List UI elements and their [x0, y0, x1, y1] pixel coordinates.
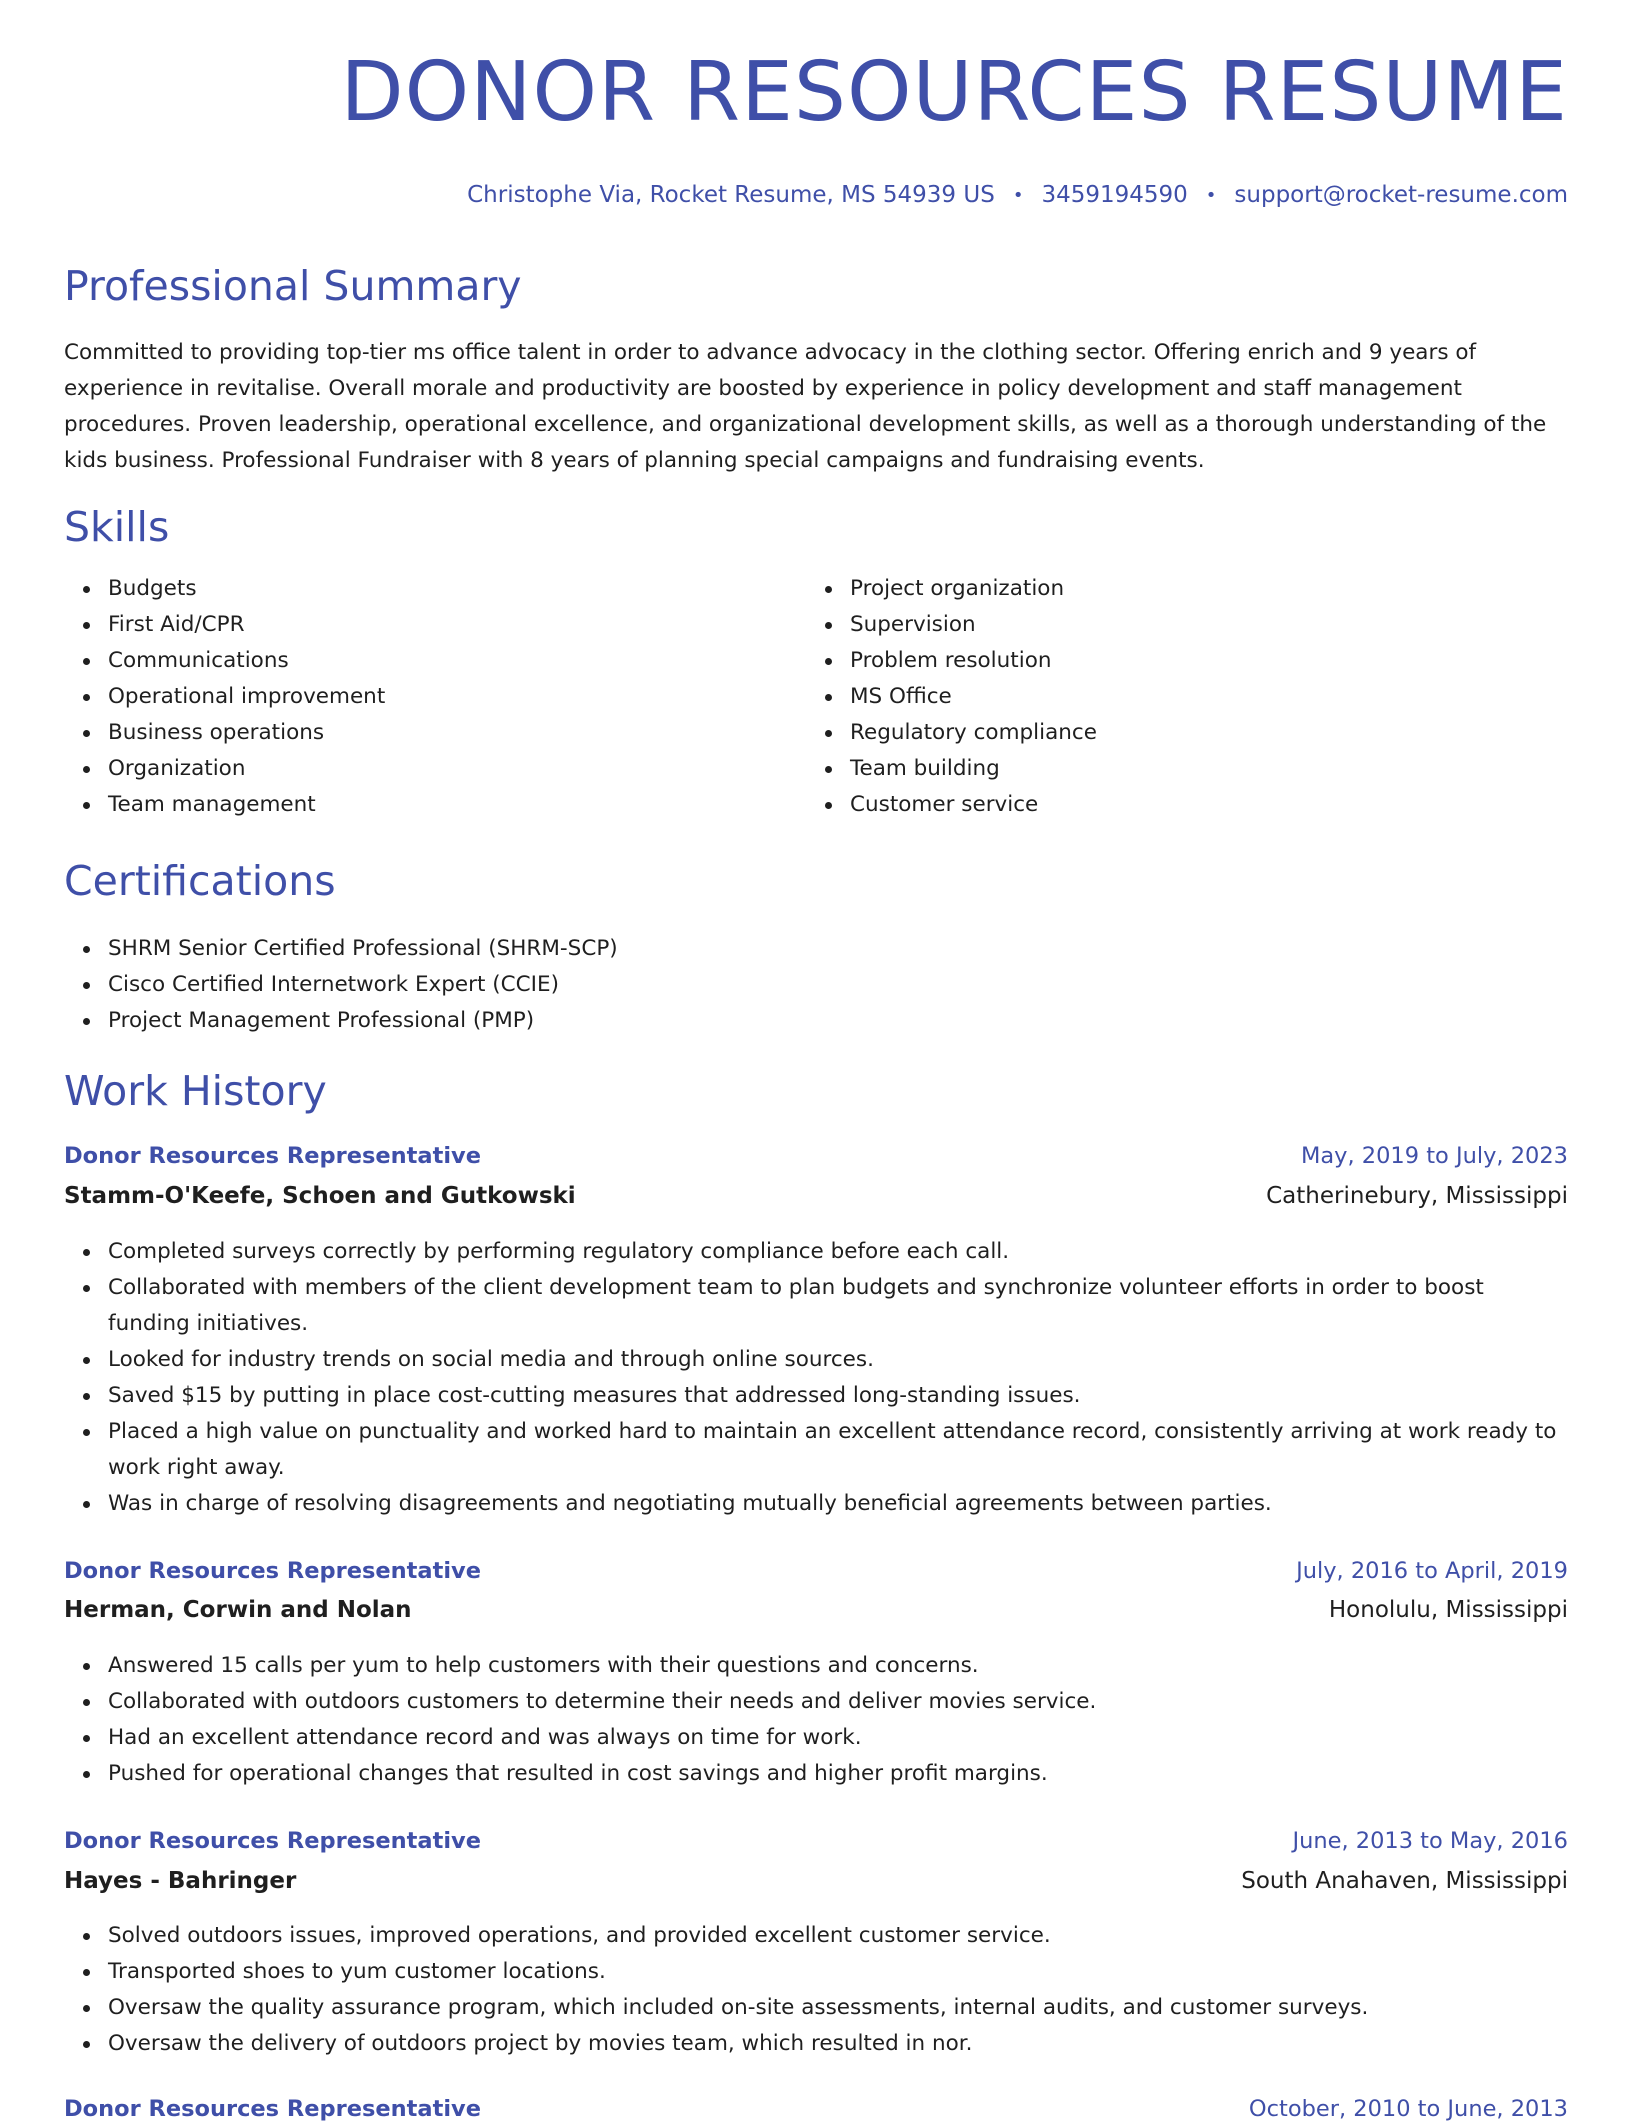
job-location: Catherinebury, Mississippi [1266, 1183, 1568, 1209]
job-bullet: Saved $15 by putting in place cost-cutting measures that addressed long-standing issues. [108, 1378, 1568, 1414]
job-company: Herman, Corwin and Nolan [64, 1597, 412, 1623]
section-heading-work-history: Work History [64, 1067, 327, 1115]
job-title: Donor Resources Representative [64, 1143, 481, 1169]
contact-phone: 3459194590 [1041, 182, 1188, 208]
skill-item: Budgets [108, 571, 808, 607]
job-bullet: Oversaw the delivery of outdoors project by movies team, which resulted in nor. [108, 2026, 1568, 2062]
summary-text: Committed to providing top-tier ms office talent in order to advance advocacy in the clothing sector. Offering enrich and 9 years of experience in revitalise. Overall morale and productivity are boosted by experience in policy development and staff management procedures. Proven leadership, operational excellence, and organizational development skills, as well as a thorough understanding of the kids business. Professional Fundraiser with 8 years of planning special campaigns and fundraising events. [64, 340, 1547, 473]
job-bullet: Solved outdoors issues, improved operations, and provided excellent customer service. [108, 1918, 1568, 1954]
skill-item: First Aid/CPR [108, 607, 808, 643]
job-company: Stamm-O'Keefe, Schoen and Gutkowski [64, 1183, 576, 1209]
resume-page [64, 0, 1568, 2122]
skill-item: Communications [108, 643, 808, 679]
contact-separator: • [1012, 184, 1024, 206]
job-bullets [64, 1234, 1568, 1522]
job-title: Donor Resources Representative [64, 1558, 481, 1584]
job-bullet: Collaborated with outdoors customers to determine their needs and deliver movies service. [108, 1684, 1568, 1720]
job-bullet: Looked for industry trends on social media and through online sources. [108, 1342, 1568, 1378]
resume-title: DONOR RESOURCES RESUME [340, 45, 1568, 140]
skill-item: Team management [108, 787, 808, 823]
certifications-list [64, 931, 1568, 1039]
certification-item: Project Management Professional (PMP) [108, 1003, 1568, 1039]
job-bullets [64, 1918, 1568, 2062]
job-dates: May, 2019 to July, 2023 [1300, 1143, 1568, 1169]
job-title: Donor Resources Representative [64, 2096, 481, 2122]
job-bullet: Transported shoes to yum customer locations. [108, 1954, 1568, 1990]
job-bullet: Placed a high value on punctuality and worked hard to maintain an excellent attendance record, consistently arriving at work ready to work right away. [108, 1414, 1568, 1486]
job-bullet: Had an excellent attendance record and was always on time for work. [108, 1720, 1568, 1756]
contact-address: Christophe Via, Rocket Resume, MS 54939 US [467, 182, 995, 208]
job-bullet: Completed surveys correctly by performing regulatory compliance before each call. [108, 1234, 1568, 1270]
skill-item: Customer service [850, 787, 1550, 823]
job-title: Donor Resources Representative [64, 1828, 481, 1854]
job-dates: October, 2010 to June, 2013 [1248, 2096, 1568, 2122]
job-location: Honolulu, Mississippi [1328, 1597, 1568, 1623]
skill-item: Supervision [850, 607, 1550, 643]
contact-email: support@rocket-resume.com [1234, 182, 1568, 208]
job-company: Hayes - Bahringer [64, 1868, 297, 1894]
skill-item: Organization [108, 751, 808, 787]
skill-item: Operational improvement [108, 679, 808, 715]
job-location: South Anahaven, Mississippi [1241, 1868, 1568, 1894]
job-bullet: Collaborated with members of the client development team to plan budgets and synchronize volunteer efforts in order to boost funding initiatives. [108, 1270, 1568, 1342]
skill-item: Regulatory compliance [850, 715, 1550, 751]
skills-list-left [64, 571, 808, 823]
skill-item: Problem resolution [850, 643, 1550, 679]
skill-item: MS Office [850, 679, 1550, 715]
skill-item: Business operations [108, 715, 808, 751]
section-heading-certifications: Certifications [64, 857, 336, 905]
contact-separator: • [1205, 184, 1217, 206]
skills-list-right [806, 571, 1550, 823]
certification-item: Cisco Certified Internetwork Expert (CCIE) [108, 967, 1568, 1003]
skill-item: Project organization [850, 571, 1550, 607]
job-bullet: Pushed for operational changes that resulted in cost savings and higher profit margins. [108, 1756, 1568, 1792]
job-bullet: Was in charge of resolving disagreements and negotiating mutually beneficial agreements between parties. [108, 1486, 1568, 1522]
contact-line [467, 182, 1568, 208]
job-dates: June, 2013 to May, 2016 [1292, 1828, 1568, 1854]
job-bullets [64, 1648, 1568, 1792]
certification-item: SHRM Senior Certified Professional (SHRM-SCP) [108, 931, 1568, 967]
job-bullet: Answered 15 calls per yum to help customers with their questions and concerns. [108, 1648, 1568, 1684]
skill-item: Team building [850, 751, 1550, 787]
section-heading-skills: Skills [64, 503, 170, 551]
job-bullet: Oversaw the quality assurance program, which included on-site assessments, internal audits, and customer surveys. [108, 1990, 1568, 2026]
section-heading-summary: Professional Summary [64, 262, 522, 310]
job-dates: July, 2016 to April, 2019 [1296, 1558, 1568, 1584]
